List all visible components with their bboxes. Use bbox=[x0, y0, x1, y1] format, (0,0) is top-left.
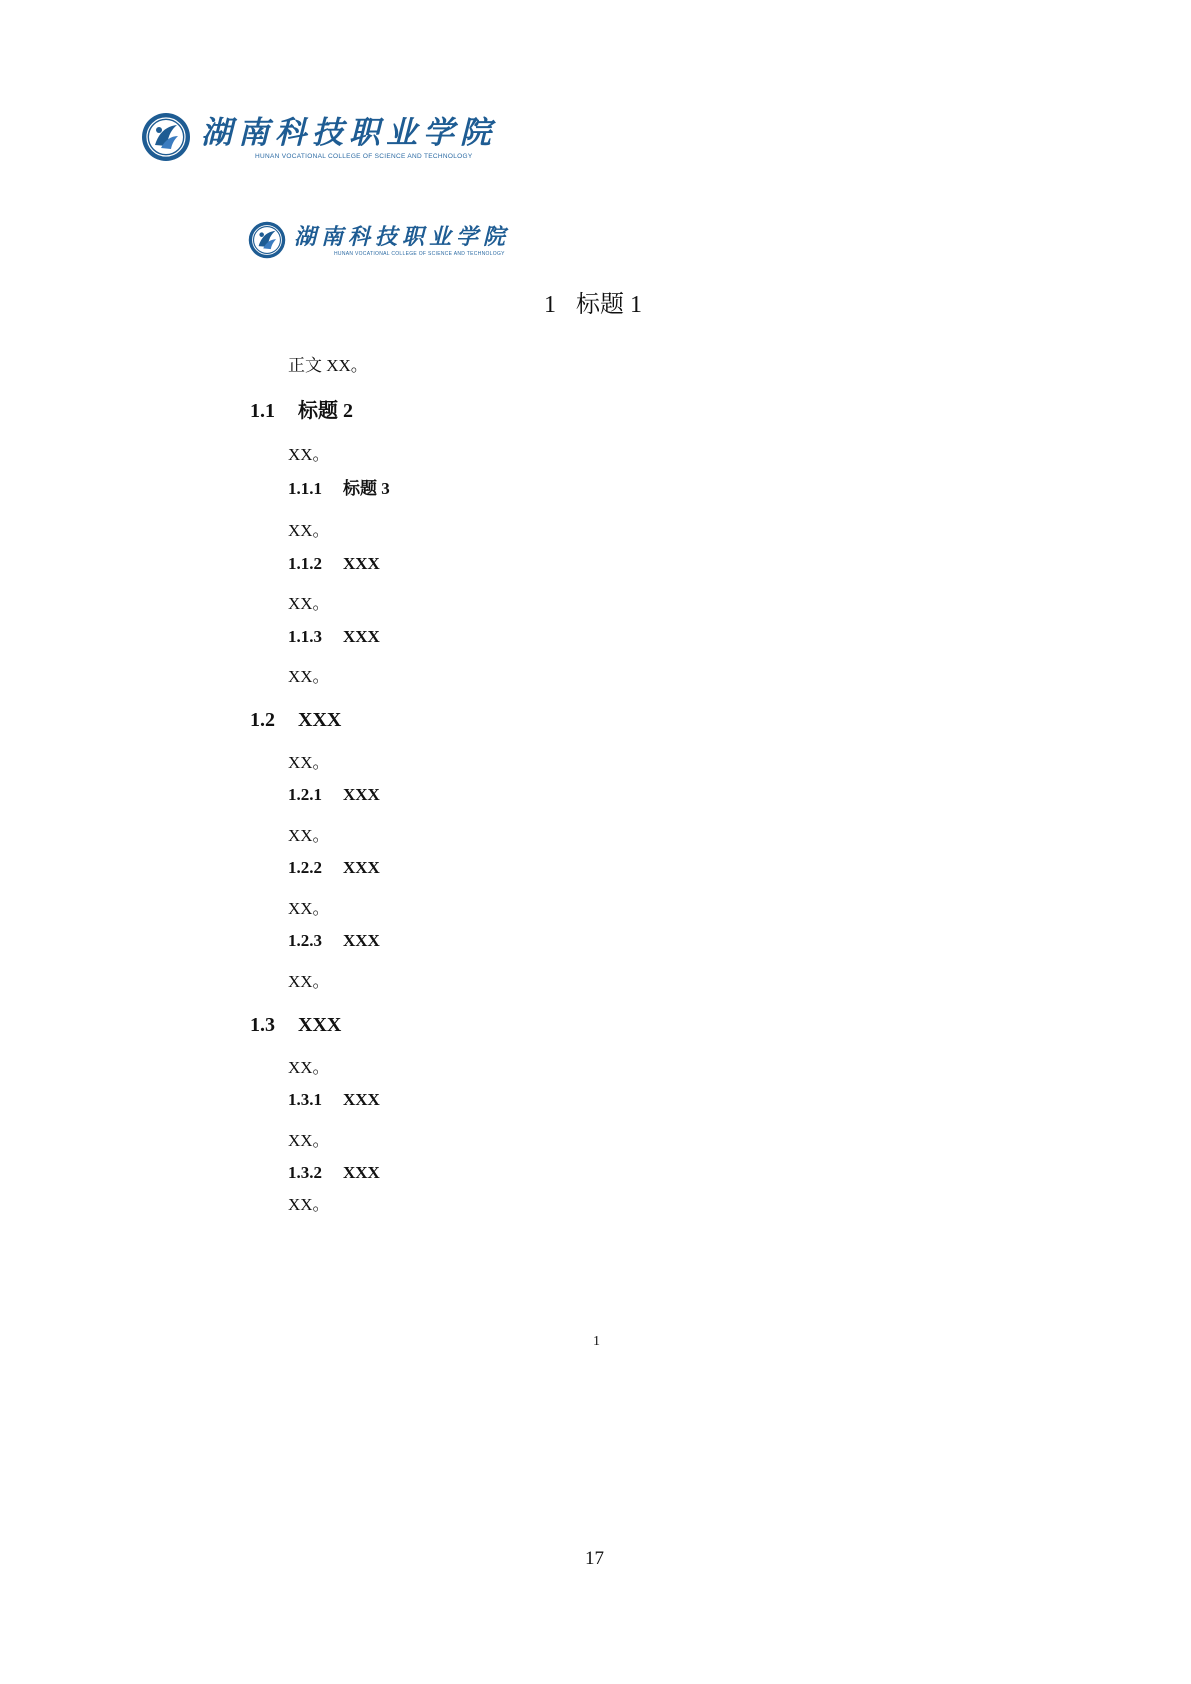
inner-logo-name-en: HUNAN VOCATIONAL COLLEGE OF SCIENCE AND TECHNOLOGY bbox=[334, 250, 505, 257]
body-paragraph: XX。 bbox=[288, 1195, 330, 1214]
subsection-title: XXX bbox=[343, 627, 380, 646]
inner-page-number: 1 bbox=[593, 1334, 600, 1349]
section-title: XXX bbox=[298, 709, 342, 731]
logo-name-en: HUNAN VOCATIONAL COLLEGE OF SCIENCE AND TECHNOLOGY bbox=[255, 152, 473, 160]
inner-header-logo bbox=[248, 221, 510, 259]
page-number: 17 bbox=[585, 1548, 604, 1569]
logo-name-cn: 湖南科技职业学院 bbox=[201, 114, 497, 151]
body-paragraph: XX。 bbox=[288, 445, 330, 464]
subsection-heading bbox=[288, 859, 380, 876]
college-emblem-icon bbox=[248, 221, 286, 259]
subsection-number: 1.3.2 bbox=[288, 1163, 322, 1182]
subsection-heading bbox=[288, 1164, 380, 1181]
subsection-number: 1.3.1 bbox=[288, 1090, 322, 1109]
section-heading bbox=[250, 710, 341, 730]
subsection-number: 1.2.2 bbox=[288, 858, 322, 877]
body-paragraph: XX。 bbox=[288, 826, 330, 845]
subsection-title: XXX bbox=[343, 1090, 380, 1109]
subsection-title: 标题 3 bbox=[343, 479, 390, 498]
subsection-number: 1.1.1 bbox=[288, 479, 322, 498]
subsection-number: 1.2.3 bbox=[288, 931, 322, 950]
body-paragraph: 正文 XX。 bbox=[288, 356, 368, 375]
chapter-number: 1 bbox=[544, 292, 556, 318]
body-paragraph: XX。 bbox=[288, 972, 330, 991]
section-number: 1.3 bbox=[250, 1014, 275, 1036]
subsection-title: XXX bbox=[343, 858, 380, 877]
subsection-title: XXX bbox=[343, 931, 380, 950]
section-heading bbox=[250, 1015, 341, 1035]
subsection-title: XXX bbox=[343, 785, 380, 804]
subsection-title: XXX bbox=[343, 554, 380, 573]
section-number: 1.2 bbox=[250, 709, 275, 731]
section-heading bbox=[250, 401, 353, 421]
body-paragraph: XX。 bbox=[288, 1131, 330, 1150]
section-number: 1.1 bbox=[250, 400, 275, 422]
subsection-heading bbox=[288, 932, 380, 949]
subsection-title: XXX bbox=[343, 1163, 380, 1182]
section-title: 标题 2 bbox=[298, 400, 353, 422]
subsection-heading bbox=[288, 555, 380, 572]
body-paragraph: XX。 bbox=[288, 1058, 330, 1077]
college-emblem-icon bbox=[141, 112, 191, 162]
inner-logo-name-cn: 湖南科技职业学院 bbox=[294, 223, 511, 250]
subsection-heading bbox=[288, 480, 390, 497]
subsection-number: 1.1.3 bbox=[288, 627, 322, 646]
subsection-heading bbox=[288, 628, 380, 645]
body-paragraph: XX。 bbox=[288, 667, 330, 686]
chapter-title: 标题 1 bbox=[576, 292, 642, 318]
chapter-heading bbox=[544, 293, 642, 317]
body-paragraph: XX。 bbox=[288, 753, 330, 772]
body-paragraph: XX。 bbox=[288, 594, 330, 613]
subsection-number: 1.2.1 bbox=[288, 785, 322, 804]
subsection-heading bbox=[288, 1091, 380, 1108]
body-paragraph: XX。 bbox=[288, 899, 330, 918]
subsection-number: 1.1.2 bbox=[288, 554, 322, 573]
body-paragraph: XX。 bbox=[288, 521, 330, 540]
subsection-heading bbox=[288, 786, 380, 803]
section-title: XXX bbox=[298, 1014, 342, 1036]
header-logo bbox=[141, 112, 497, 162]
